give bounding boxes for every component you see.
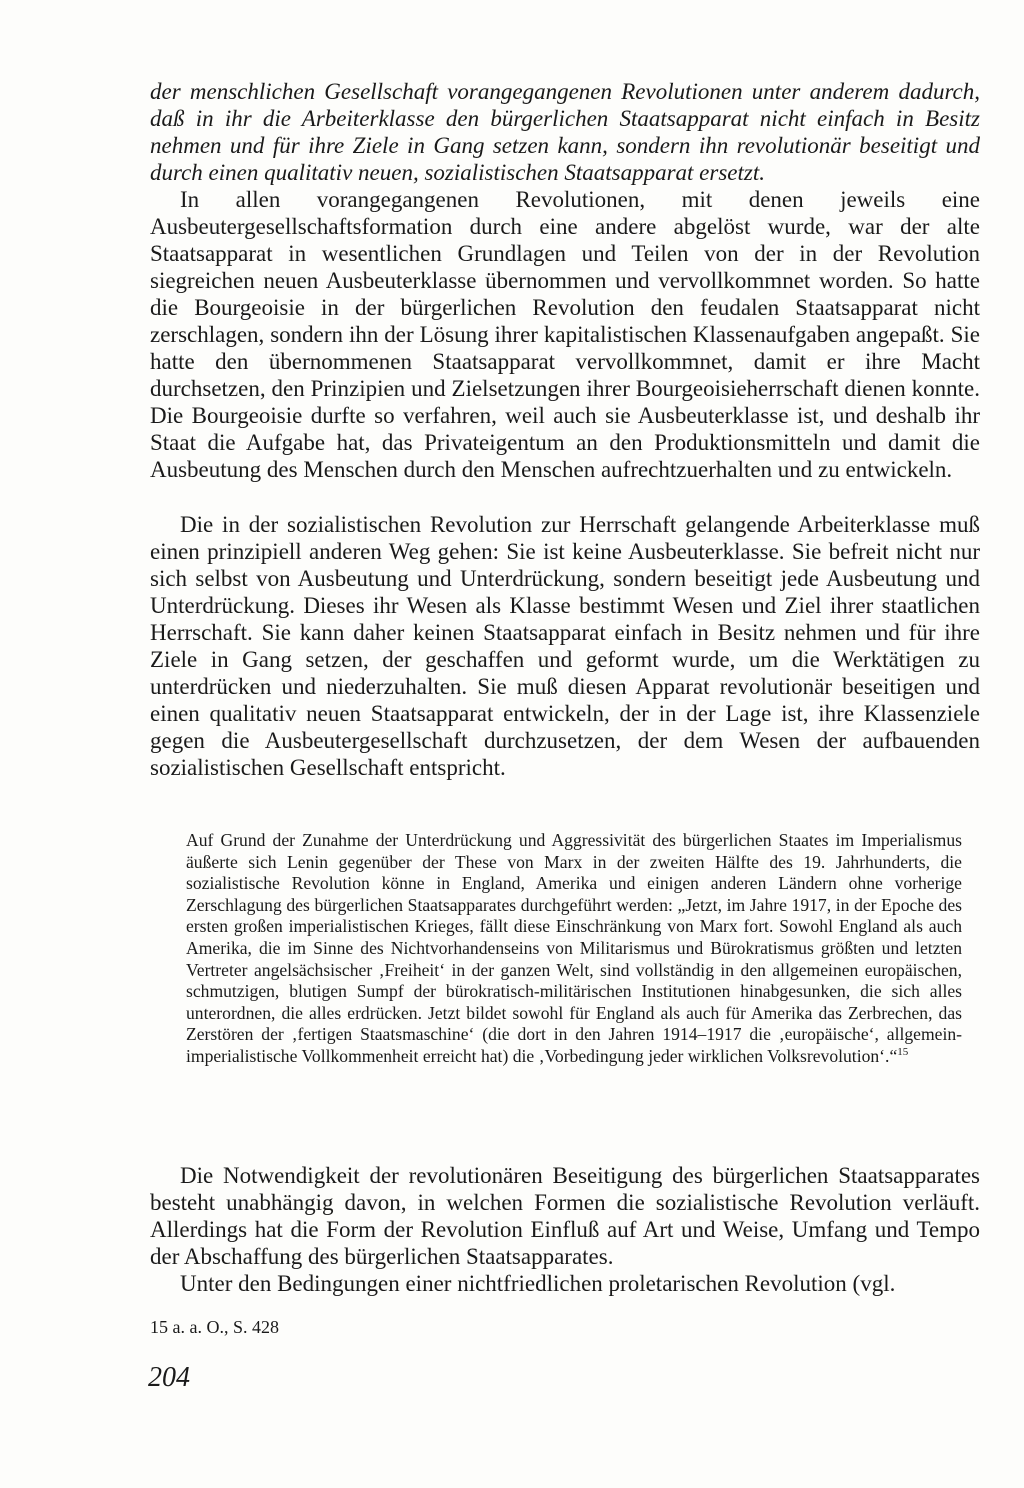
footnote-reference: 15 [897,1046,909,1059]
paragraph-text: Unter den Bedingungen einer nichtfriedlichen proletarischen Revolution (vgl. [180,1271,896,1296]
footnote: 15 a. a. O., S. 428 [150,1317,279,1337]
body-paragraph-3 [150,1162,980,1270]
body-paragraph-4 [150,1270,980,1297]
quote-text: Auf Grund der Zunahme der Unterdrückung und Aggressivität des bürgerlichen Staates im Imperialismus äußerte sich Lenin gegenüber der These von Marx in der zweiten Hälfte des 19. Jahrhunderts, die sozialistische Revolution könne in England, Amerika und einigen anderen Ländern ohne vorherige Zerschlagung des bürgerlichen Staatsapparates durchgeführt werden: „Jetzt, im Jahre 1917, in der Epoche des ersten großen imperialistischen Krieges, fällt diese Einschränkung von Marx fort. Sowohl England als auch Amerika, die im Sinne des Nichtvorhandenseins von Militarismus und Bürokratismus größten und letzten Vertreter angelsächsischer ‚Freiheit‘ in der ganzen Welt, sind vollständig in den allgemeinen europäischen, schmutzigen, blutigen Sumpf der bürokratisch-militärischen Institutionen hinabgesunken, die sich alles unterordnen, die alles erdrücken. Jetzt bildet sowohl für England als auch für Amerika das Zerbrechen, das Zerstören der ‚fertigen Staatsmaschine‘ (die dort in den Jahren 1914–1917 die ‚europäische‘, allgemein-imperialistische Vollkommenheit erreicht hat) die ‚Vorbedingung jeder wirklichen Volksrevolution‘.“ [186,830,962,1066]
page-number: 204 [148,1362,190,1393]
paragraph-text: Die in der sozialistischen Revolution zur Herrschaft gelangende Arbeiterklasse muß einen prinzipiell anderen Weg gehen: Sie ist keine Ausbeuterklasse. Sie befreit nicht nur sich selbst von Ausbeutung und Unterdrückung, sondern beseitigt jede Ausbeutung und Unterdrückung. Dieses ihr Wesen als Klasse bestimmt Wesen und Ziel ihrer staatlichen Herrschaft. Sie kann daher keinen Staatsapparat einfach in Besitz nehmen und für ihre Ziele in Gang setzen, der geschaffen und geformt wurde, um die Werktätigen zu unterdrücken und niederzuhalten. Sie muß diesen Apparat revolutionär beseitigen und einen qualitativ neuen Staatsapparat entwickeln, der in der Lage ist, ihre Klassenziele gegen die Ausbeutergesellschaft durchzusetzen, der dem Wesen der aufbauenden sozialistischen Gesellschaft entspricht. [150,512,980,780]
lead-text: der menschlichen Gesellschaft vorangegangenen Revolutionen unter anderem dadurch, daß in ihr die Arbeiterklasse den bürgerlichen Staatsapparat nicht einfach in Besitz nehmen und für ihre Ziele in Gang setzen kann, sondern ihn revolutionär beseitigt und durch einen qualitativ neuen, sozialistischen Staatsapparat ersetzt. [150,79,980,185]
lead-paragraph [150,78,980,186]
paragraph-text: Die Notwendigkeit der revolutionären Beseitigung des bürgerlichen Staatsapparates besteht unabhängig davon, in welchen Formen die sozialistische Revolution verläuft. Allerdings hat die Form der Revolution Einfluß auf Art und Weise, Umfang und Tempo der Abschaffung des bürgerlichen Staatsapparates. [150,1163,980,1269]
block-quote [186,830,962,1068]
paragraph-text: In allen vorangegangenen Revolutionen, mit denen jeweils eine Ausbeutergesellschaftsformation durch eine andere abgelöst wurde, war der alte Staatsapparat in wesentlichen Grundlagen und Teilen von der in der Revolution siegreichen neuen Ausbeuterklasse übernommen und vervollkommnet worden. So hatte die Bourgeoisie in der bürgerlichen Revolution den feudalen Staatsapparat nicht zerschlagen, sondern ihn der Lösung ihrer kapitalistischen Klassenaufgaben angepaßt. Sie hatte den übernommenen Staatsapparat vervollkommnet, damit er ihre Macht durchsetzen, den Prinzipien und Zielsetzungen ihrer Bourgeoisieherrschaft dienen konnte. Die Bourgeoisie durfte so verfahren, weil auch sie Ausbeuterklasse ist, und deshalb ihr Staat die Aufgabe hat, das Privateigentum an den Produktionsmitteln und damit die Ausbeutung des Menschen durch den Menschen aufrechtzuerhalten und zu entwickeln. [150,187,980,482]
quote-paragraph [186,830,962,1068]
body-paragraph-2 [150,511,980,781]
body-paragraph-1 [150,186,980,483]
